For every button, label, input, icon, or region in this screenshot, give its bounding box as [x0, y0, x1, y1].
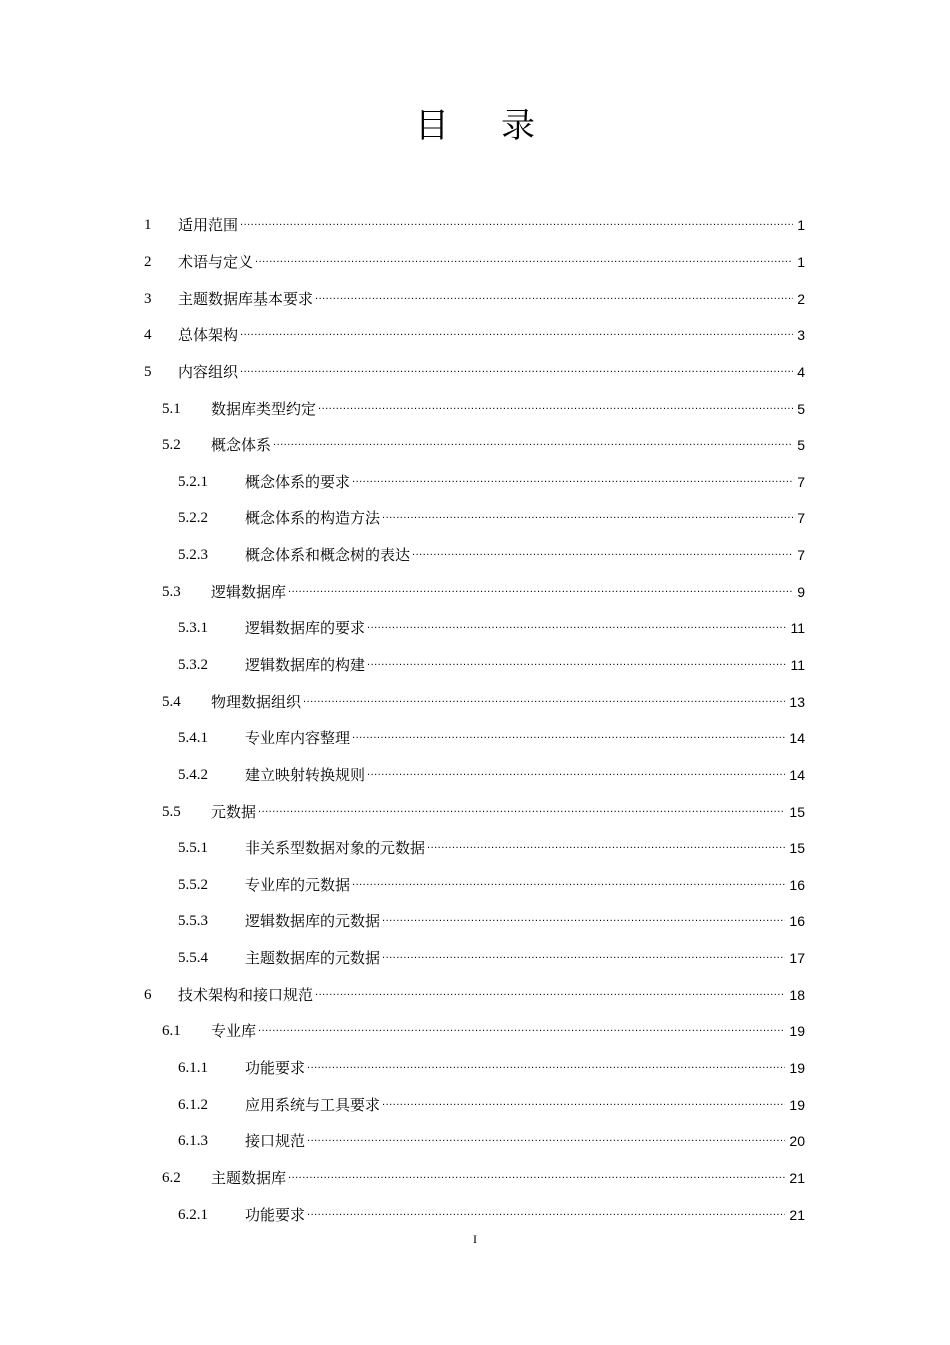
dot-leader	[307, 1205, 785, 1225]
toc-entry-number: 5.5.1	[178, 840, 208, 857]
dot-leader	[240, 362, 793, 382]
toc-entry-title: 专业库	[211, 1022, 257, 1041]
dot-leader	[352, 728, 785, 748]
toc-entry[interactable]	[0, 1196, 950, 1233]
toc-entry[interactable]	[0, 317, 950, 354]
toc-entry-number: 5.1	[162, 400, 181, 417]
toc-entry-page-number: 7	[797, 547, 805, 564]
toc-entry-page-number: 19	[789, 1096, 805, 1113]
toc-entry-title: 适用范围	[178, 216, 239, 235]
toc-entry-page-number: 16	[789, 913, 805, 930]
toc-entry[interactable]	[0, 1160, 950, 1197]
dot-leader	[382, 948, 785, 968]
toc-entry-number: 2	[144, 253, 152, 270]
toc-entry[interactable]	[0, 793, 950, 830]
toc-entry-title: 主题数据库基本要求	[178, 289, 314, 308]
dot-leader	[382, 508, 793, 528]
toc-entry[interactable]	[0, 647, 950, 684]
toc-entry-title: 应用系统与工具要求	[245, 1095, 381, 1114]
toc-entry[interactable]	[0, 610, 950, 647]
toc-entry-title: 概念体系和概念树的表达	[245, 546, 411, 565]
toc-entry-title: 总体架构	[178, 326, 239, 345]
toc-entry-page-number: 7	[797, 510, 805, 527]
toc-entry-page-number: 16	[789, 876, 805, 893]
dot-leader	[427, 838, 785, 858]
toc-entry-title: 技术架构和接口规范	[178, 985, 314, 1004]
dot-leader	[367, 765, 785, 785]
toc-entry[interactable]	[0, 720, 950, 757]
toc-entry-number: 6.1.1	[178, 1060, 208, 1077]
toc-entry-title: 建立映射转换规则	[245, 765, 366, 784]
toc-entry-page-number: 15	[789, 803, 805, 820]
toc-entry-title: 主题数据库	[211, 1168, 287, 1187]
toc-entry-title: 概念体系	[211, 436, 272, 455]
toc-entry-title: 逻辑数据库的要求	[245, 619, 366, 638]
dot-leader	[273, 435, 793, 455]
dot-leader	[258, 1021, 785, 1041]
dot-leader	[258, 802, 785, 822]
toc-entry-number: 5.2.3	[178, 547, 208, 564]
dot-leader	[255, 252, 793, 272]
toc-entry-page-number: 13	[789, 693, 805, 710]
toc-entry-page-number: 21	[789, 1206, 805, 1223]
dot-leader	[382, 1095, 785, 1115]
toc-entry-title: 专业库的元数据	[245, 875, 351, 894]
toc-entry-page-number: 7	[797, 473, 805, 490]
toc-entry-page-number: 5	[797, 400, 805, 417]
toc-entry-page-number: 20	[789, 1133, 805, 1150]
toc-entry-page-number: 19	[789, 1060, 805, 1077]
toc-entry[interactable]	[0, 500, 950, 537]
toc-entry[interactable]	[0, 757, 950, 794]
toc-entry-number: 4	[144, 327, 152, 344]
toc-entry[interactable]	[0, 830, 950, 867]
toc-entry-number: 6.2.1	[178, 1206, 208, 1223]
toc-entry-title: 内容组织	[178, 362, 239, 381]
toc-entry-page-number: 5	[797, 437, 805, 454]
toc-entry[interactable]	[0, 940, 950, 977]
dot-leader	[288, 582, 793, 602]
toc-entry-page-number: 2	[797, 290, 805, 307]
dot-leader	[240, 325, 793, 345]
toc-entry-number: 5.5.3	[178, 913, 208, 930]
toc-entry-title: 专业库内容整理	[245, 729, 351, 748]
toc-entry[interactable]	[0, 1086, 950, 1123]
toc-entry-title: 功能要求	[245, 1059, 306, 1078]
toc-entry[interactable]	[0, 976, 950, 1013]
toc-entry-title: 非关系型数据对象的元数据	[245, 839, 426, 858]
toc-entry-page-number: 9	[797, 583, 805, 600]
toc-entry[interactable]	[0, 390, 950, 427]
toc-entry-title: 逻辑数据库	[211, 582, 287, 601]
dot-leader	[307, 1058, 785, 1078]
toc-entry-number: 3	[144, 290, 152, 307]
toc-entry-page-number: 1	[797, 217, 805, 234]
toc-entry[interactable]	[0, 1123, 950, 1160]
dot-leader	[315, 985, 785, 1005]
toc-entry[interactable]	[0, 1050, 950, 1087]
toc-entry-number: 5	[144, 363, 152, 380]
toc-entry-number: 5.3	[162, 583, 181, 600]
toc-entry-title: 概念体系的构造方法	[245, 509, 381, 528]
dot-leader	[382, 911, 785, 931]
toc-entry-title: 数据库类型约定	[211, 399, 317, 418]
toc-entry[interactable]	[0, 244, 950, 281]
dot-leader	[352, 472, 793, 492]
toc-entry-page-number: 3	[797, 327, 805, 344]
toc-entry-number: 5.2.1	[178, 473, 208, 490]
toc-entry-page-number: 21	[789, 1169, 805, 1186]
dot-leader	[288, 1168, 785, 1188]
toc-entry-page-number: 14	[789, 730, 805, 747]
table-of-contents	[0, 207, 950, 1233]
toc-entry-title: 接口规范	[245, 1132, 306, 1151]
toc-entry-number: 5.5	[162, 803, 181, 820]
toc-entry[interactable]	[0, 1013, 950, 1050]
toc-entry-number: 5.3.1	[178, 620, 208, 637]
toc-entry-page-number: 17	[789, 950, 805, 967]
toc-entry-number: 6.1.3	[178, 1133, 208, 1150]
toc-entry[interactable]	[0, 903, 950, 940]
toc-entry-page-number: 15	[789, 840, 805, 857]
dot-leader	[240, 215, 793, 235]
toc-entry-title: 主题数据库的元数据	[245, 949, 381, 968]
toc-entry-title: 元数据	[211, 802, 257, 821]
toc-entry[interactable]	[0, 463, 950, 500]
dot-leader	[315, 289, 793, 309]
page-title: 目录	[415, 106, 587, 146]
dot-leader	[352, 875, 785, 895]
toc-entry[interactable]	[0, 280, 950, 317]
toc-entry-page-number: 11	[790, 657, 805, 673]
toc-entry-page-number: 14	[789, 766, 805, 783]
toc-entry[interactable]	[0, 683, 950, 720]
toc-entry-title: 术语与定义	[178, 252, 254, 271]
toc-entry-number: 6.1	[162, 1023, 181, 1040]
dot-leader	[303, 692, 785, 712]
toc-entry-page-number: 18	[789, 986, 805, 1003]
toc-entry-page-number: 4	[797, 363, 805, 380]
toc-entry[interactable]	[0, 427, 950, 464]
toc-entry-number: 5.3.2	[178, 657, 208, 673]
toc-entry-number: 5.2	[162, 437, 181, 454]
toc-entry-number: 5.4.2	[178, 766, 208, 783]
page-number: I	[473, 1232, 477, 1246]
toc-entry-title: 物理数据组织	[211, 692, 302, 711]
toc-entry[interactable]	[0, 207, 950, 244]
dot-leader	[307, 1131, 785, 1151]
dot-leader	[367, 618, 786, 638]
toc-entry-number: 6	[144, 986, 152, 1003]
toc-entry-title: 逻辑数据库的构建	[245, 656, 366, 674]
toc-entry-number: 5.2.2	[178, 510, 208, 527]
toc-entry[interactable]	[0, 537, 950, 574]
toc-entry-number: 6.2	[162, 1169, 181, 1186]
dot-leader	[318, 399, 793, 419]
toc-entry-page-number: 19	[789, 1023, 805, 1040]
toc-entry-title: 概念体系的要求	[245, 472, 351, 491]
dot-leader	[367, 655, 786, 675]
toc-entry-number: 1	[144, 217, 152, 234]
toc-entry[interactable]	[0, 867, 950, 904]
toc-entry-number: 5.4.1	[178, 730, 208, 747]
toc-entry-title: 逻辑数据库的元数据	[245, 912, 381, 931]
toc-entry-number: 6.1.2	[178, 1096, 208, 1113]
toc-entry-number: 5.5.4	[178, 950, 208, 967]
toc-entry-number: 5.4	[162, 693, 181, 710]
toc-entry-page-number: 1	[797, 253, 805, 270]
toc-entry[interactable]	[0, 354, 950, 391]
toc-entry-page-number: 11	[790, 620, 805, 637]
toc-entry-number: 5.5.2	[178, 876, 208, 893]
toc-entry[interactable]	[0, 573, 950, 610]
toc-entry-title: 功能要求	[245, 1205, 306, 1224]
dot-leader	[412, 545, 793, 565]
